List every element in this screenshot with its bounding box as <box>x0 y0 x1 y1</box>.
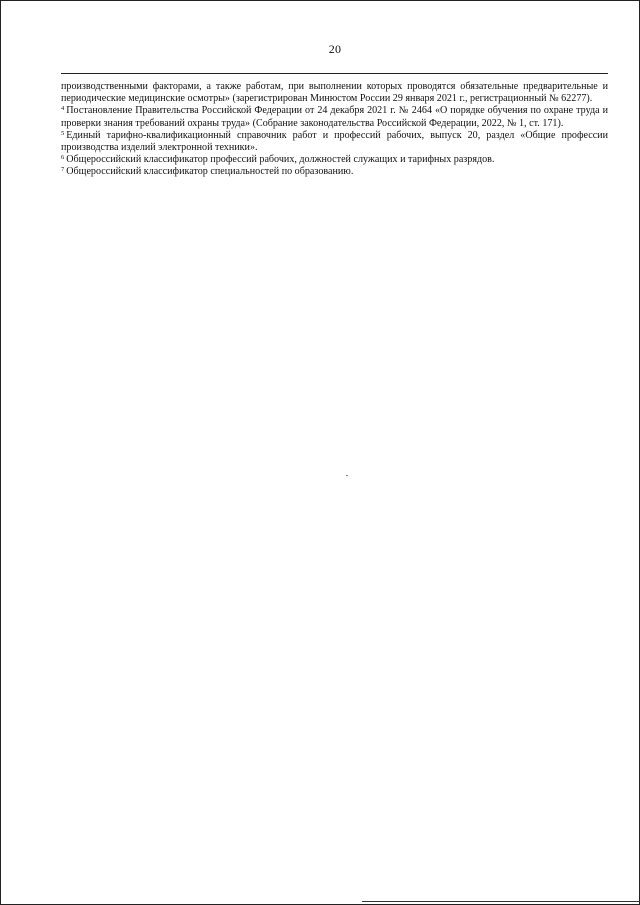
footnote-text: Общероссийский классификатор специальностей по образованию. <box>66 166 354 178</box>
footnote-marker: 7 <box>61 166 65 174</box>
footnote-text: Общероссийский классификатор профессий рабочих, должностей служащих и тарифных разрядов. <box>66 154 495 166</box>
footnote-text: Единый тарифно-квалификационный справочник работ и профессий рабочих, выпуск 20, раздел «Общие профессии производства изделий электронной техники». <box>61 129 608 154</box>
page-number: 20 <box>328 42 342 56</box>
footnote-marker: 4 <box>61 105 65 113</box>
footnote-marker: 5 <box>61 129 65 137</box>
footnote-3-continuation <box>61 81 608 105</box>
footnote-text: производственными факторами, а также работам, при выполнении которых проводятся обязательные предварительные и периодические медицинские осмотры» (зарегистрирован Минюстом России 29 января 2021 г., регистрационный № 62277). <box>61 81 608 105</box>
footnote-text: Постановление Правительства Российской Федерации от 24 декабря 2021 г. № 2464 «О порядке обучения по охране труда и проверки знания требований охраны труда» (Собрание законодательства Российской Федерации, 2022, № 1, ст. 171). <box>61 105 608 129</box>
footnote-4 <box>61 105 608 129</box>
footnote-5 <box>61 130 608 154</box>
scan-speck <box>346 475 348 476</box>
scan-edge-mark <box>362 901 640 902</box>
footnote-7 <box>61 166 608 178</box>
footnote-separator <box>61 73 608 74</box>
footnotes-section <box>61 81 608 179</box>
footnote-marker: 6 <box>61 154 65 162</box>
footnote-6 <box>61 154 608 166</box>
